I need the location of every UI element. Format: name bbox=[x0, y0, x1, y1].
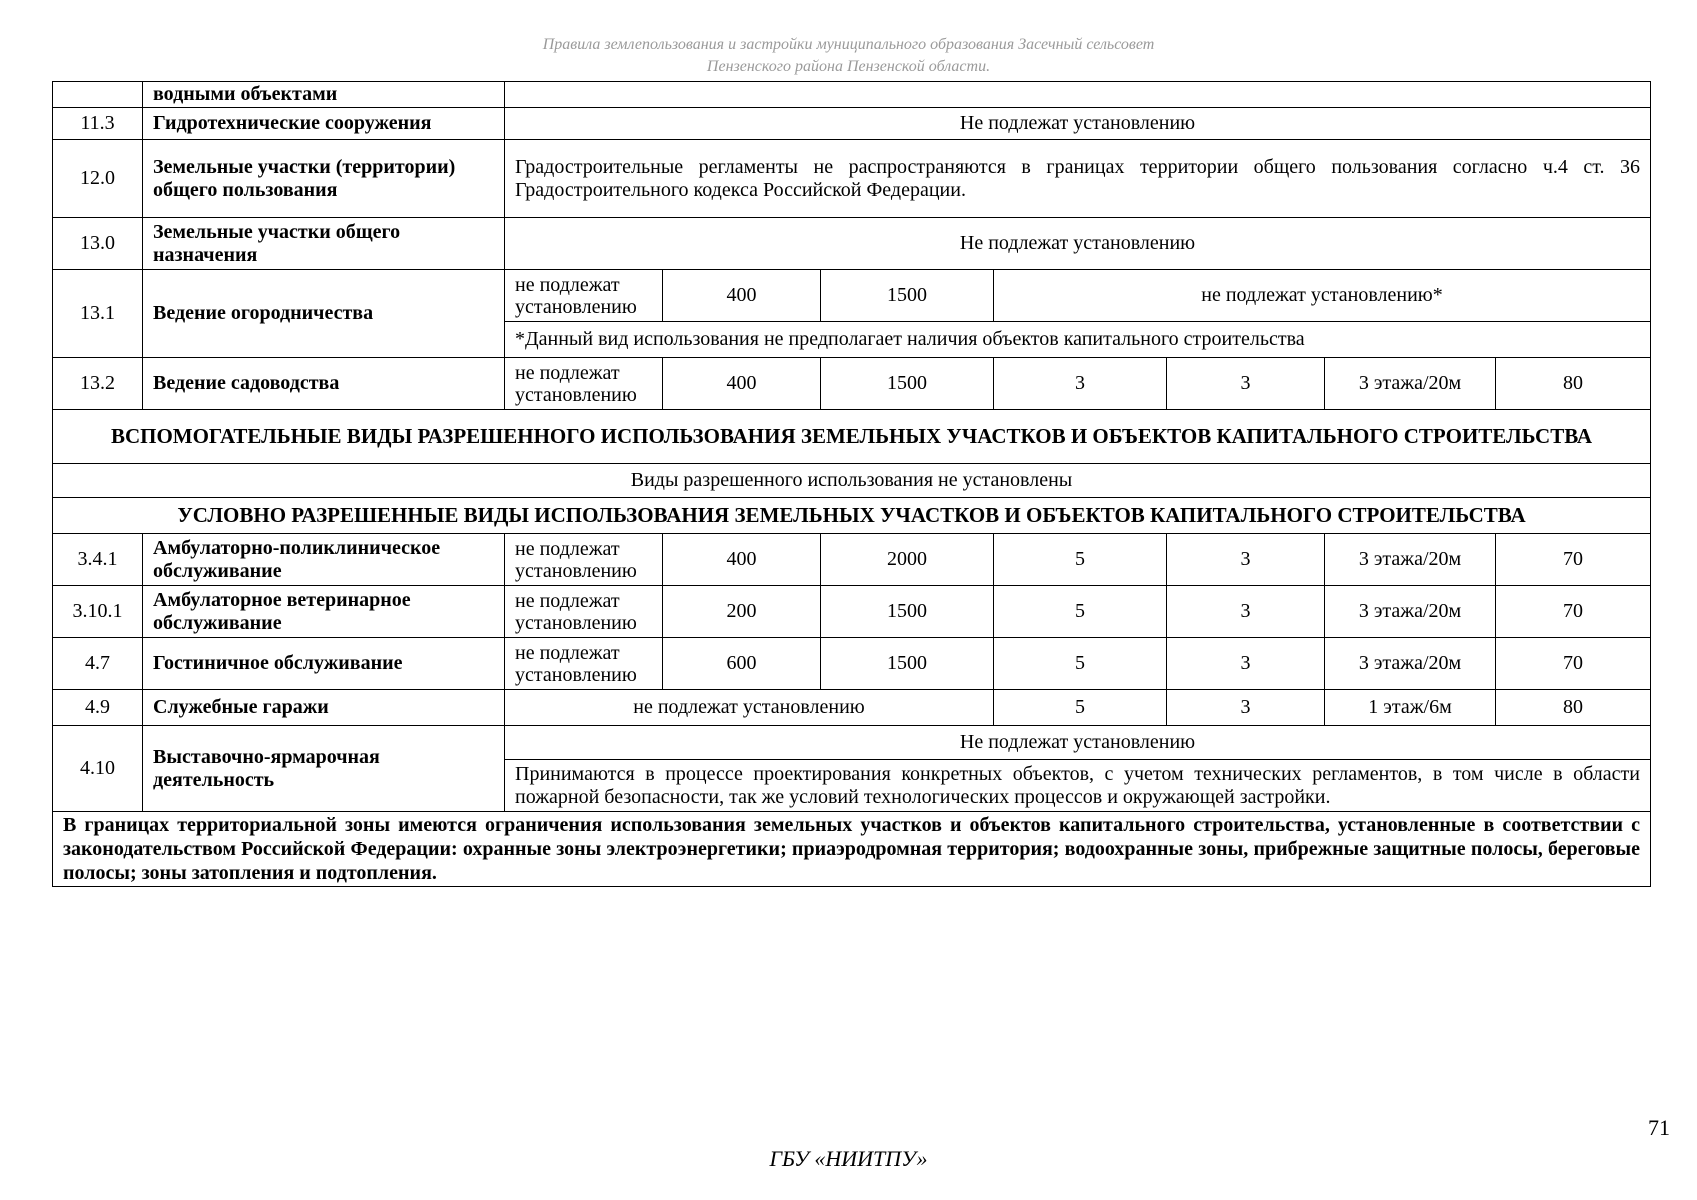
coverage-cell: 80 bbox=[1496, 358, 1651, 410]
setback-cell: 3 bbox=[1167, 638, 1325, 690]
name-cell: Земельные участки (территории) общего пользования bbox=[143, 140, 505, 218]
setback-cell: 3 bbox=[1167, 358, 1325, 410]
setback-cell: 5 bbox=[994, 690, 1167, 726]
setback-cell: 5 bbox=[994, 534, 1167, 586]
code-cell: 4.10 bbox=[53, 726, 143, 812]
table-row bbox=[53, 82, 1651, 108]
section-row bbox=[53, 498, 1651, 534]
min-width-cell: не подлежат установлению bbox=[505, 270, 663, 322]
value-cell: Градостроительные регламенты не распространяются в границах территории общего пользования согласно ч.4 ст. 36 Градостроительного кодекса Российской Федерации. bbox=[505, 140, 1651, 218]
table-row bbox=[53, 690, 1651, 726]
name-cell: Амбулаторное ветеринарное обслуживание bbox=[143, 586, 505, 638]
value-cell: не подлежат установлению* bbox=[994, 270, 1651, 322]
coverage-cell: 70 bbox=[1496, 534, 1651, 586]
code-cell: 13.0 bbox=[53, 218, 143, 270]
min-area-cell: 400 bbox=[663, 534, 821, 586]
code-cell: 4.9 bbox=[53, 690, 143, 726]
restrictions-row bbox=[53, 812, 1651, 887]
height-cell: 3 этажа/20м bbox=[1325, 586, 1496, 638]
footnote-cell: *Данный вид использования не предполагает наличия объектов капитального строительства bbox=[505, 322, 1651, 358]
coverage-cell: 70 bbox=[1496, 638, 1651, 690]
name-cell: Выставочно-ярмарочная деятельность bbox=[143, 726, 505, 812]
setback-cell: 3 bbox=[1167, 586, 1325, 638]
code-cell: 12.0 bbox=[53, 140, 143, 218]
note-cell: Принимаются в процессе проектирования конкретных объектов, с учетом технических регламентов, в том числе в области пожарной безопасности, так же условий технологических процессов и окружающей застройки. bbox=[505, 760, 1651, 812]
coverage-cell: 80 bbox=[1496, 690, 1651, 726]
setback-cell: 5 bbox=[994, 586, 1167, 638]
page-footer: ГБУ «НИИТПУ» bbox=[769, 1146, 928, 1171]
code-cell: 3.10.1 bbox=[53, 586, 143, 638]
name-cell: Ведение садоводства bbox=[143, 358, 505, 410]
min-area-cell: 400 bbox=[663, 270, 821, 322]
coverage-cell: 70 bbox=[1496, 586, 1651, 638]
restrictions-text: В границах территориальной зоны имеются ограничения использования земельных участков и объектов капитального строительства, установленные в соответствии с законодательством Российской Федерации: охранные зоны электроэнергетики; приаэродромная территория; водоохранные зоны, прибрежные защитные полосы, береговые полосы; зоны затопления и подтопления. bbox=[53, 812, 1651, 887]
height-cell: 1 этаж/6м bbox=[1325, 690, 1496, 726]
regulations-table bbox=[52, 81, 1651, 887]
code-cell: 3.4.1 bbox=[53, 534, 143, 586]
max-area-cell: 1500 bbox=[821, 358, 994, 410]
setback-cell: 3 bbox=[1167, 534, 1325, 586]
min-width-cell: не подлежат установлению bbox=[505, 638, 663, 690]
header-line-2: Пензенского района Пензенской области. bbox=[706, 58, 991, 75]
code-cell: 13.1 bbox=[53, 270, 143, 358]
page-number: 71 bbox=[1648, 1115, 1670, 1140]
table-row bbox=[53, 586, 1651, 638]
page-header bbox=[0, 34, 1697, 78]
table-row bbox=[53, 108, 1651, 140]
code-cell: 13.2 bbox=[53, 358, 143, 410]
height-cell: 3 этажа/20м bbox=[1325, 358, 1496, 410]
code-cell: 4.7 bbox=[53, 638, 143, 690]
value-cell: Не подлежат установлению bbox=[505, 218, 1651, 270]
min-width-cell: не подлежат установлению bbox=[505, 534, 663, 586]
aux-section-text: Виды разрешенного использования не установлены bbox=[53, 464, 1651, 498]
name-cell: Земельные участки общего назначения bbox=[143, 218, 505, 270]
code-cell bbox=[53, 82, 143, 108]
setback-cell: 3 bbox=[1167, 690, 1325, 726]
value-cell bbox=[505, 82, 1651, 108]
aux-section-title: ВСПОМОГАТЕЛЬНЫЕ ВИДЫ РАЗРЕШЕННОГО ИСПОЛЬЗОВАНИЯ ЗЕМЕЛЬНЫХ УЧАСТКОВ И ОБЪЕКТОВ КАПИТАЛЬНОГО СТРОИТЕЛЬСТВА bbox=[53, 410, 1651, 464]
cond-section-title: УСЛОВНО РАЗРЕШЕННЫЕ ВИДЫ ИСПОЛЬЗОВАНИЯ ЗЕМЕЛЬНЫХ УЧАСТКОВ И ОБЪЕКТОВ КАПИТАЛЬНОГО СТРОИТЕЛЬСТВА bbox=[53, 498, 1651, 534]
name-cell: Ведение огородничества bbox=[143, 270, 505, 358]
min-area-cell: 400 bbox=[663, 358, 821, 410]
max-area-cell: 1500 bbox=[821, 270, 994, 322]
table-row bbox=[53, 358, 1651, 410]
code-cell: 11.3 bbox=[53, 108, 143, 140]
min-area-cell: 600 bbox=[663, 638, 821, 690]
name-cell: Гостиничное обслуживание bbox=[143, 638, 505, 690]
min-width-cell: не подлежат установлению bbox=[505, 586, 663, 638]
table-row bbox=[53, 218, 1651, 270]
value-cell: Не подлежат установлению bbox=[505, 108, 1651, 140]
name-cell: Гидротехнические сооружения bbox=[143, 108, 505, 140]
name-cell: Амбулаторно-поликлиническое обслуживание bbox=[143, 534, 505, 586]
table-row bbox=[53, 638, 1651, 690]
max-area-cell: 1500 bbox=[821, 586, 994, 638]
section-row bbox=[53, 410, 1651, 464]
height-cell: 3 этажа/20м bbox=[1325, 638, 1496, 690]
header-line-1: Правила землепользования и застройки муниципального образования Засечный сельсовет bbox=[542, 36, 1155, 53]
setback-cell: 5 bbox=[994, 638, 1167, 690]
value-cell: не подлежат установлению bbox=[505, 690, 994, 726]
max-area-cell: 1500 bbox=[821, 638, 994, 690]
max-area-cell: 2000 bbox=[821, 534, 994, 586]
setback-cell: 3 bbox=[994, 358, 1167, 410]
table-row bbox=[53, 534, 1651, 586]
value-cell: Не подлежат установлению bbox=[505, 726, 1651, 760]
name-cell: Служебные гаражи bbox=[143, 690, 505, 726]
table-row bbox=[53, 464, 1651, 498]
table-row bbox=[53, 270, 1651, 322]
min-area-cell: 200 bbox=[663, 586, 821, 638]
height-cell: 3 этажа/20м bbox=[1325, 534, 1496, 586]
table-row bbox=[53, 726, 1651, 760]
name-cell: водными объектами bbox=[143, 82, 505, 108]
table-row bbox=[53, 140, 1651, 218]
min-width-cell: не подлежат установлению bbox=[505, 358, 663, 410]
